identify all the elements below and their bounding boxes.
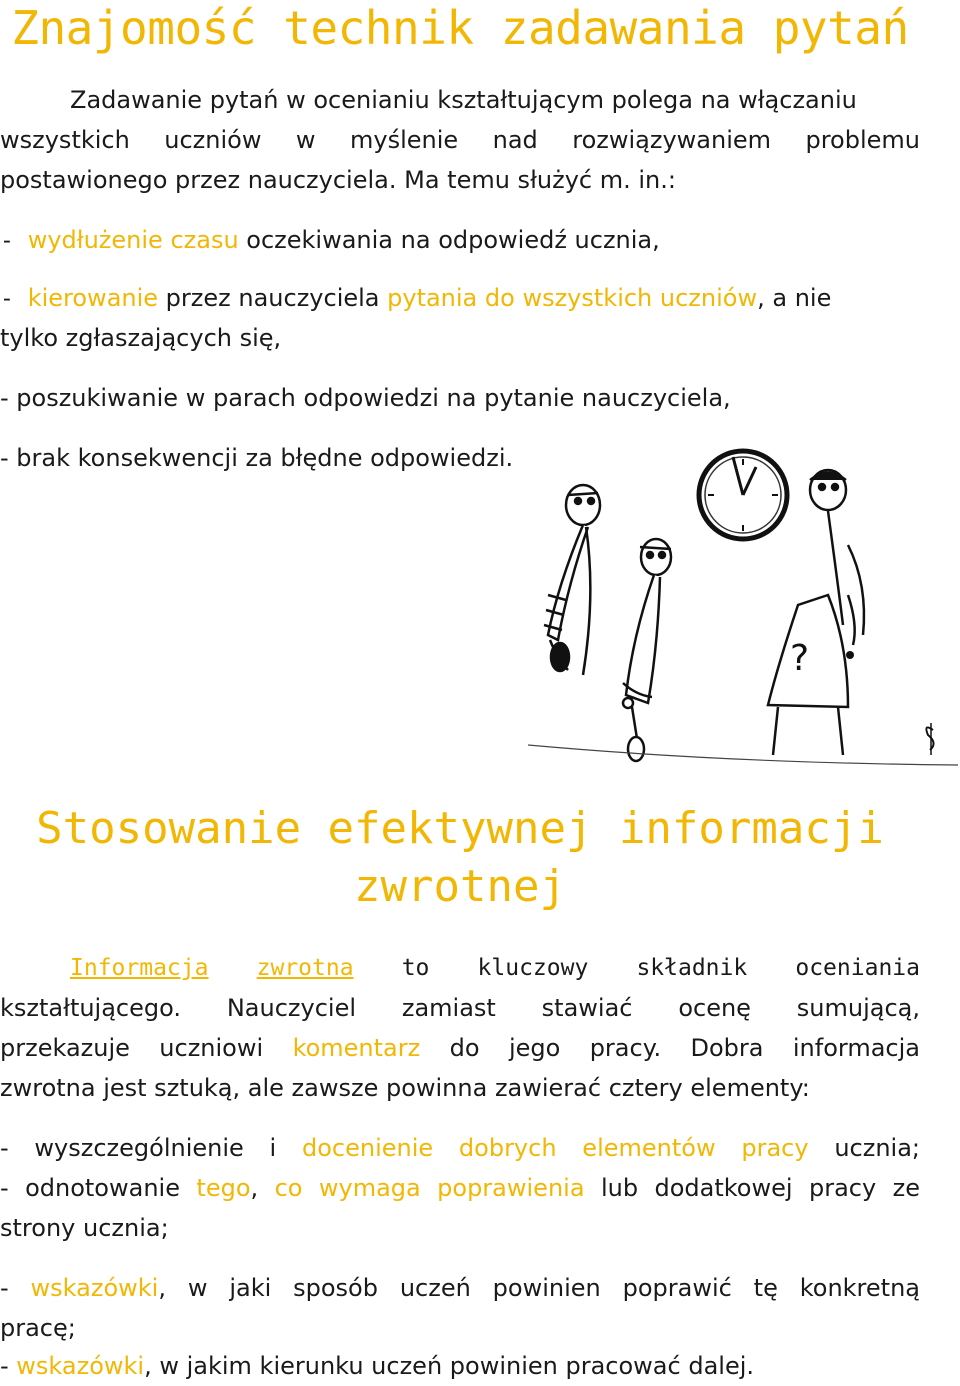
highlight: wskazówki bbox=[30, 1274, 159, 1302]
intro-line: wszystkich uczniów w myślenie nad rozwiązywaniem problemu bbox=[0, 126, 920, 154]
feedback-line3: przekazuje uczniowi komentarz do jego pracy. Dobra informacja bbox=[0, 1034, 920, 1062]
list-item-no-consequences: - brak konsekwencji za błędne odpowiedzi. bbox=[0, 444, 514, 472]
students-waiting-illustration bbox=[528, 445, 958, 770]
page-title: Znajomość technik zadawania pytań bbox=[11, 1, 909, 55]
intro-paragraph-line3 bbox=[0, 160, 920, 200]
list-item-all-students-cont: tylko zgłaszających się, bbox=[0, 324, 282, 352]
svg-text:?: ? bbox=[790, 638, 810, 679]
element-item-corrections: - odnotowanie tego, co wymaga poprawienia lub dodatkowej pracy ze bbox=[0, 1174, 920, 1202]
list-item-pairs: - poszukiwanie w parach odpowiedzi na pytanie nauczyciela, bbox=[0, 384, 731, 412]
highlight: docenienie dobrych elementów pracy bbox=[301, 1134, 809, 1162]
feedback-line2: kształtującego. Nauczyciel zamiast stawiać ocenę sumującą, bbox=[0, 994, 920, 1022]
list-item-wait-time: - wydłużenie czasu oczekiwania na odpowiedź ucznia, bbox=[0, 226, 660, 254]
element-item-how-improve-cont: pracę; bbox=[0, 1314, 76, 1342]
feedback-line1: Informacja zwrotna to kluczowy składnik oceniania bbox=[70, 955, 920, 981]
highlight: tego bbox=[196, 1174, 251, 1202]
element-item-corrections-cont: strony ucznia; bbox=[0, 1214, 169, 1242]
element-item-direction: - wskazówki, w jakim kierunku uczeń powinien pracować dalej. bbox=[0, 1352, 755, 1380]
highlight: co wymaga poprawienia bbox=[274, 1174, 585, 1202]
intro-paragraph bbox=[0, 80, 920, 120]
highlight: Informacja bbox=[70, 955, 209, 981]
highlight: pytania do wszystkich uczniów bbox=[387, 284, 758, 312]
highlight: wydłużenie czasu bbox=[27, 226, 239, 254]
clock-icon bbox=[699, 451, 787, 539]
highlight: kierowanie bbox=[27, 284, 159, 312]
feedback-line4: zwrotna jest sztuką, ale zawsze powinna zawierać cztery elementy: bbox=[0, 1074, 810, 1102]
highlight: komentarz bbox=[292, 1034, 421, 1062]
section-title: Stosowanie efektywnej informacji zwrotnej bbox=[36, 803, 884, 912]
highlight: zwrotna bbox=[256, 955, 354, 981]
intro-paragraph-line2 bbox=[0, 120, 920, 160]
intro-line: postawionego przez nauczyciela. Ma temu służyć m. in.: bbox=[0, 166, 676, 194]
element-item-how-improve: - wskazówki, w jaki sposób uczeń powinien poprawić tę konkretną bbox=[0, 1274, 920, 1302]
list-item-all-students: - kierowanie przez nauczyciela pytania do wszystkich uczniów, a nie bbox=[0, 284, 832, 312]
intro-line: Zadawanie pytań w ocenianiu kształtującym polega na włączaniu bbox=[70, 86, 857, 114]
highlight: wskazówki bbox=[16, 1352, 145, 1380]
element-item-praise: - wyszczególnienie i docenienie dobrych elementów pracy ucznia; bbox=[0, 1134, 920, 1162]
